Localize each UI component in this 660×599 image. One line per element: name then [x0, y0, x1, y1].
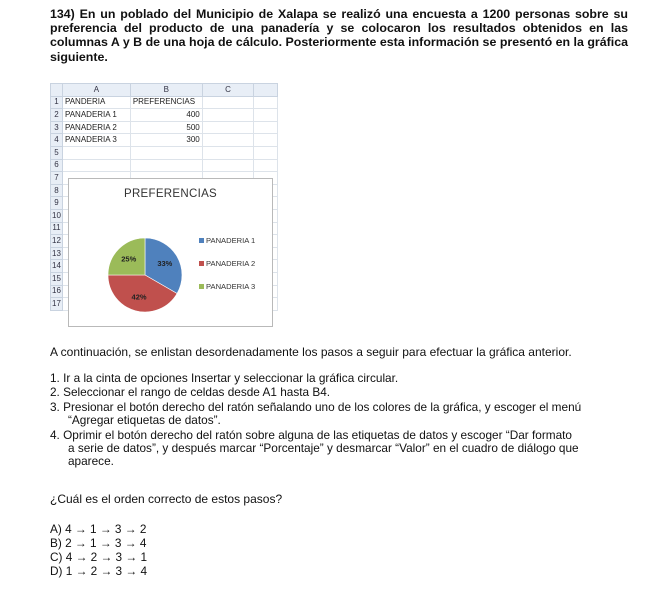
row-header: 2	[51, 109, 63, 122]
legend-swatch	[199, 284, 204, 289]
sheet-cell	[130, 146, 202, 159]
legend-label: PANADERIA 3	[206, 282, 256, 291]
sheet-row	[51, 109, 278, 122]
sheet-cell: 300	[130, 134, 202, 147]
pie-chart	[68, 178, 273, 327]
sheet-cell	[202, 109, 253, 122]
chart-title: PREFERENCIAS	[123, 188, 218, 200]
sheet-row	[51, 159, 278, 172]
answer-option[interactable]: D) 1 → 2 → 3 → 4	[50, 564, 148, 578]
sheet-cell: PANADERIA 3	[62, 134, 130, 147]
sheet-cell: 500	[130, 121, 202, 134]
legend-label: PANADERIA 2	[206, 259, 256, 268]
column-header-blank	[254, 84, 278, 97]
steps-list	[50, 372, 628, 470]
row-header: 17	[51, 298, 63, 311]
pie-plot-area	[69, 179, 272, 326]
sheet-cell	[254, 96, 278, 109]
sheet-cell	[254, 134, 278, 147]
column-header-row	[51, 84, 278, 97]
step-text-continuation: a serie de datos”, y después marcar “Porcentaje” y desmarcar “Valor” en el cuadro de diálogo que	[68, 441, 579, 456]
answer-option[interactable]: B) 2 → 1 → 3 → 4	[50, 536, 147, 550]
row-header: 5	[51, 146, 63, 159]
answer-options	[50, 522, 147, 578]
step-text-continuation: aparece.	[68, 454, 114, 469]
row-header: 10	[51, 209, 63, 222]
sheet-cell	[202, 134, 253, 147]
sheet-row	[51, 134, 278, 147]
sheet-cell	[202, 146, 253, 159]
row-header: 6	[51, 159, 63, 172]
row-header: 7	[51, 172, 63, 185]
answer-option[interactable]: A) 4 → 1 → 3 → 2	[50, 522, 147, 536]
step-text: 3. Presionar el botón derecho del ratón señalando uno de los colores de la gráfica, y escoger el menú	[50, 399, 582, 414]
legend-label: PANADERIA 1	[206, 236, 256, 245]
answer-option[interactable]: C) 4 → 2 → 3 → 1	[50, 550, 148, 564]
row-header: 3	[51, 121, 63, 134]
row-header: 8	[51, 184, 63, 197]
sheet-row	[51, 121, 278, 134]
legend-swatch	[199, 238, 204, 243]
row-header: 11	[51, 222, 63, 235]
select-all-corner	[51, 84, 63, 97]
step-text-continuation: “Agregar etiquetas de datos”.	[68, 413, 221, 428]
step-item	[50, 401, 628, 428]
legend-item-2	[199, 259, 255, 268]
sheet-row	[51, 96, 278, 109]
sheet-cell: PREFERENCIAS	[130, 96, 202, 109]
sheet-row	[51, 146, 278, 159]
sheet-cell	[62, 159, 130, 172]
question-prompt: ¿Cuál es el orden correcto de estos pasos?	[50, 492, 283, 506]
row-header: 4	[51, 134, 63, 147]
step-text: 2. Seleccionar el rango de celdas desde A1 hasta B4.	[50, 385, 331, 400]
column-header: C	[202, 84, 253, 97]
legend-item-1	[199, 236, 255, 245]
sheet-cell: PANADERIA 1	[62, 109, 130, 122]
column-header: B	[130, 84, 202, 97]
row-header: 16	[51, 285, 63, 298]
legend-item-3	[199, 282, 255, 291]
question-title: 134) En un poblado del Municipio de Xalapa se realizó una encuesta a 1200 personas sobre su preferencia del producto de una panadería y se colocaron los resultados obtenidos en las columnas A y B de una hoja de cálculo. Posteriormente esta información se presentó en la gráfica siguiente.	[50, 7, 628, 64]
data-label-1: 33%	[157, 259, 173, 269]
row-header: 15	[51, 272, 63, 285]
column-header: A	[62, 84, 130, 97]
data-label-3: 25%	[121, 254, 137, 264]
sheet-cell	[202, 121, 253, 134]
sheet-cell	[254, 146, 278, 159]
step-text: 1. Ir a la cinta de opciones Insertar y seleccionar la gráfica circular.	[50, 371, 399, 385]
sheet-cell	[254, 159, 278, 172]
sheet-cell: PANADERIA 2	[62, 121, 130, 134]
sheet-cell	[202, 159, 253, 172]
sheet-cell	[254, 109, 278, 122]
row-header: 14	[51, 260, 63, 273]
step-item	[50, 429, 628, 469]
sheet-cell	[62, 146, 130, 159]
row-header: 9	[51, 197, 63, 210]
row-header: 1	[51, 96, 63, 109]
legend-swatch	[199, 261, 204, 266]
intro-text: A continuación, se enlistan desordenadamente los pasos a seguir para efectuar la gráfica anterior.	[50, 345, 572, 359]
sheet-cell	[202, 96, 253, 109]
sheet-cell: PANDERIA	[62, 96, 130, 109]
row-header: 13	[51, 247, 63, 260]
step-item	[50, 386, 628, 399]
sheet-cell	[254, 121, 278, 134]
row-header: 12	[51, 235, 63, 248]
data-label-2: 42%	[131, 292, 147, 302]
step-text: 4. Oprimir el botón derecho del ratón sobre alguna de las etiquetas de datos y escoger “Dar formato	[50, 427, 572, 442]
sheet-cell	[130, 159, 202, 172]
sheet-cell: 400	[130, 109, 202, 122]
step-item	[50, 372, 628, 385]
